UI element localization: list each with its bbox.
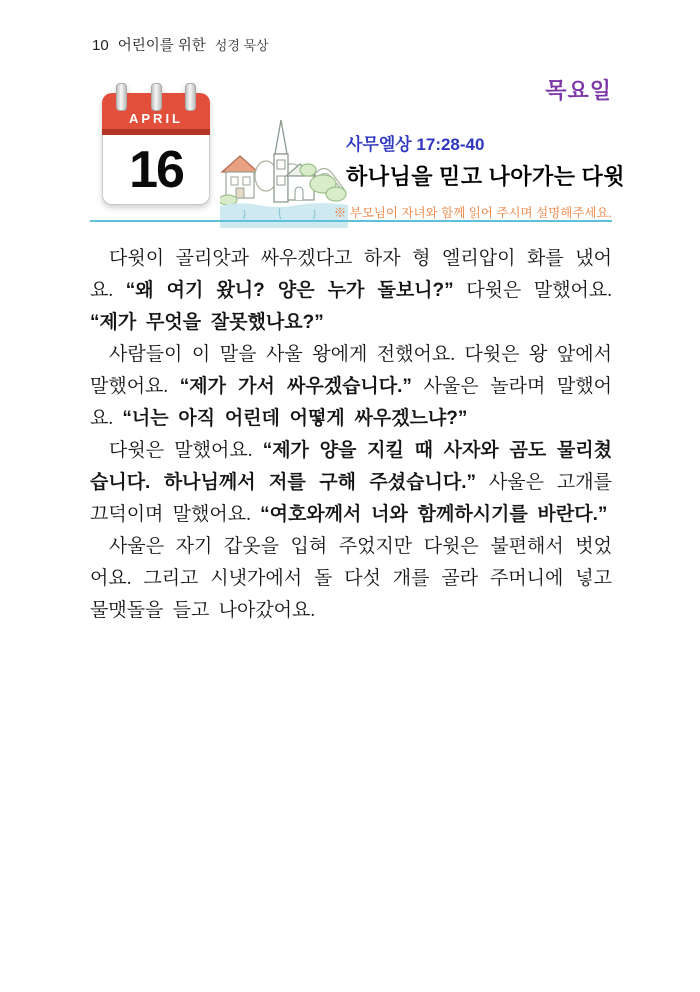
narration-segment: 사울은 놀라며 말했어요.	[90, 376, 612, 429]
calendar-ring-icon	[185, 83, 196, 111]
narration-segment: 다윗은 말했어요.	[453, 280, 613, 301]
paragraph	[90, 531, 612, 627]
weekday-label: 목요일	[545, 78, 612, 103]
narration-segment: 사울은 자기 갑옷을 입혀 주었지만 다윗은 불편해서 벗었어요. 그리고 시냇가에서 돌 다섯 개를 골라 주머니에 넣고 물맷돌을 들고 나아갔어요.	[90, 536, 612, 621]
book-subtitle: 성경 묵상	[214, 38, 269, 53]
running-head	[92, 34, 269, 55]
body-text	[90, 243, 612, 627]
parent-note: ※ 부모님이 자녀와 함께 읽어 주시며 설명해주세요.	[333, 206, 612, 220]
paragraph	[90, 243, 612, 339]
headline-block	[346, 130, 626, 191]
calendar-day-panel	[102, 135, 210, 205]
dialogue-segment: “왜 여기 왔니? 양은 누가 돌보니?”	[125, 280, 454, 301]
section-divider	[90, 220, 612, 222]
dialogue-segment: “제가 가서 싸우겠습니다.”	[179, 376, 412, 397]
dialogue-segment: “제가 양을 지킬 때 사자와 곰도 물리쳤습니다. 하나님께서 저를 구해 주셨습니다.”	[90, 440, 613, 493]
lesson-title: 하나님을 믿고 나아가는 다윗	[346, 164, 626, 189]
narration-segment: 사람들이 이 말을 사울 왕에게 전했어요. 다윗은 왕 앞에서 말했어요.	[90, 344, 612, 397]
narration-segment: 다윗이 골리앗과 싸우겠다고 하자 형 엘리압이 화를 냈어요.	[90, 248, 612, 301]
narration-segment: 사울은 고개를 끄덕이며 말했어요.	[90, 472, 612, 525]
paragraph	[90, 435, 612, 531]
calendar-ring-icon	[116, 83, 127, 111]
dialogue-segment: “제가 무엇을 잘못했나요?”	[90, 312, 324, 333]
book-title: 어린이를 위한	[117, 38, 206, 54]
narration-segment: 다윗은 말했어요.	[109, 440, 263, 461]
scripture-reference: 사무엘상 17:28-40	[346, 135, 485, 154]
calendar-day: 16	[129, 140, 183, 199]
calendar-icon	[102, 93, 210, 207]
page-number: 10	[92, 37, 109, 54]
calendar-month: APRIL	[129, 111, 183, 126]
paragraph	[90, 339, 612, 435]
dialogue-segment: “너는 아직 어린데 어떻게 싸우겠느냐?”	[122, 408, 468, 429]
dialogue-segment: “여호와께서 너와 함께하시기를 바란다.”	[260, 504, 608, 525]
calendar-ring-icon	[151, 83, 162, 111]
church-village-illustration	[220, 118, 348, 228]
